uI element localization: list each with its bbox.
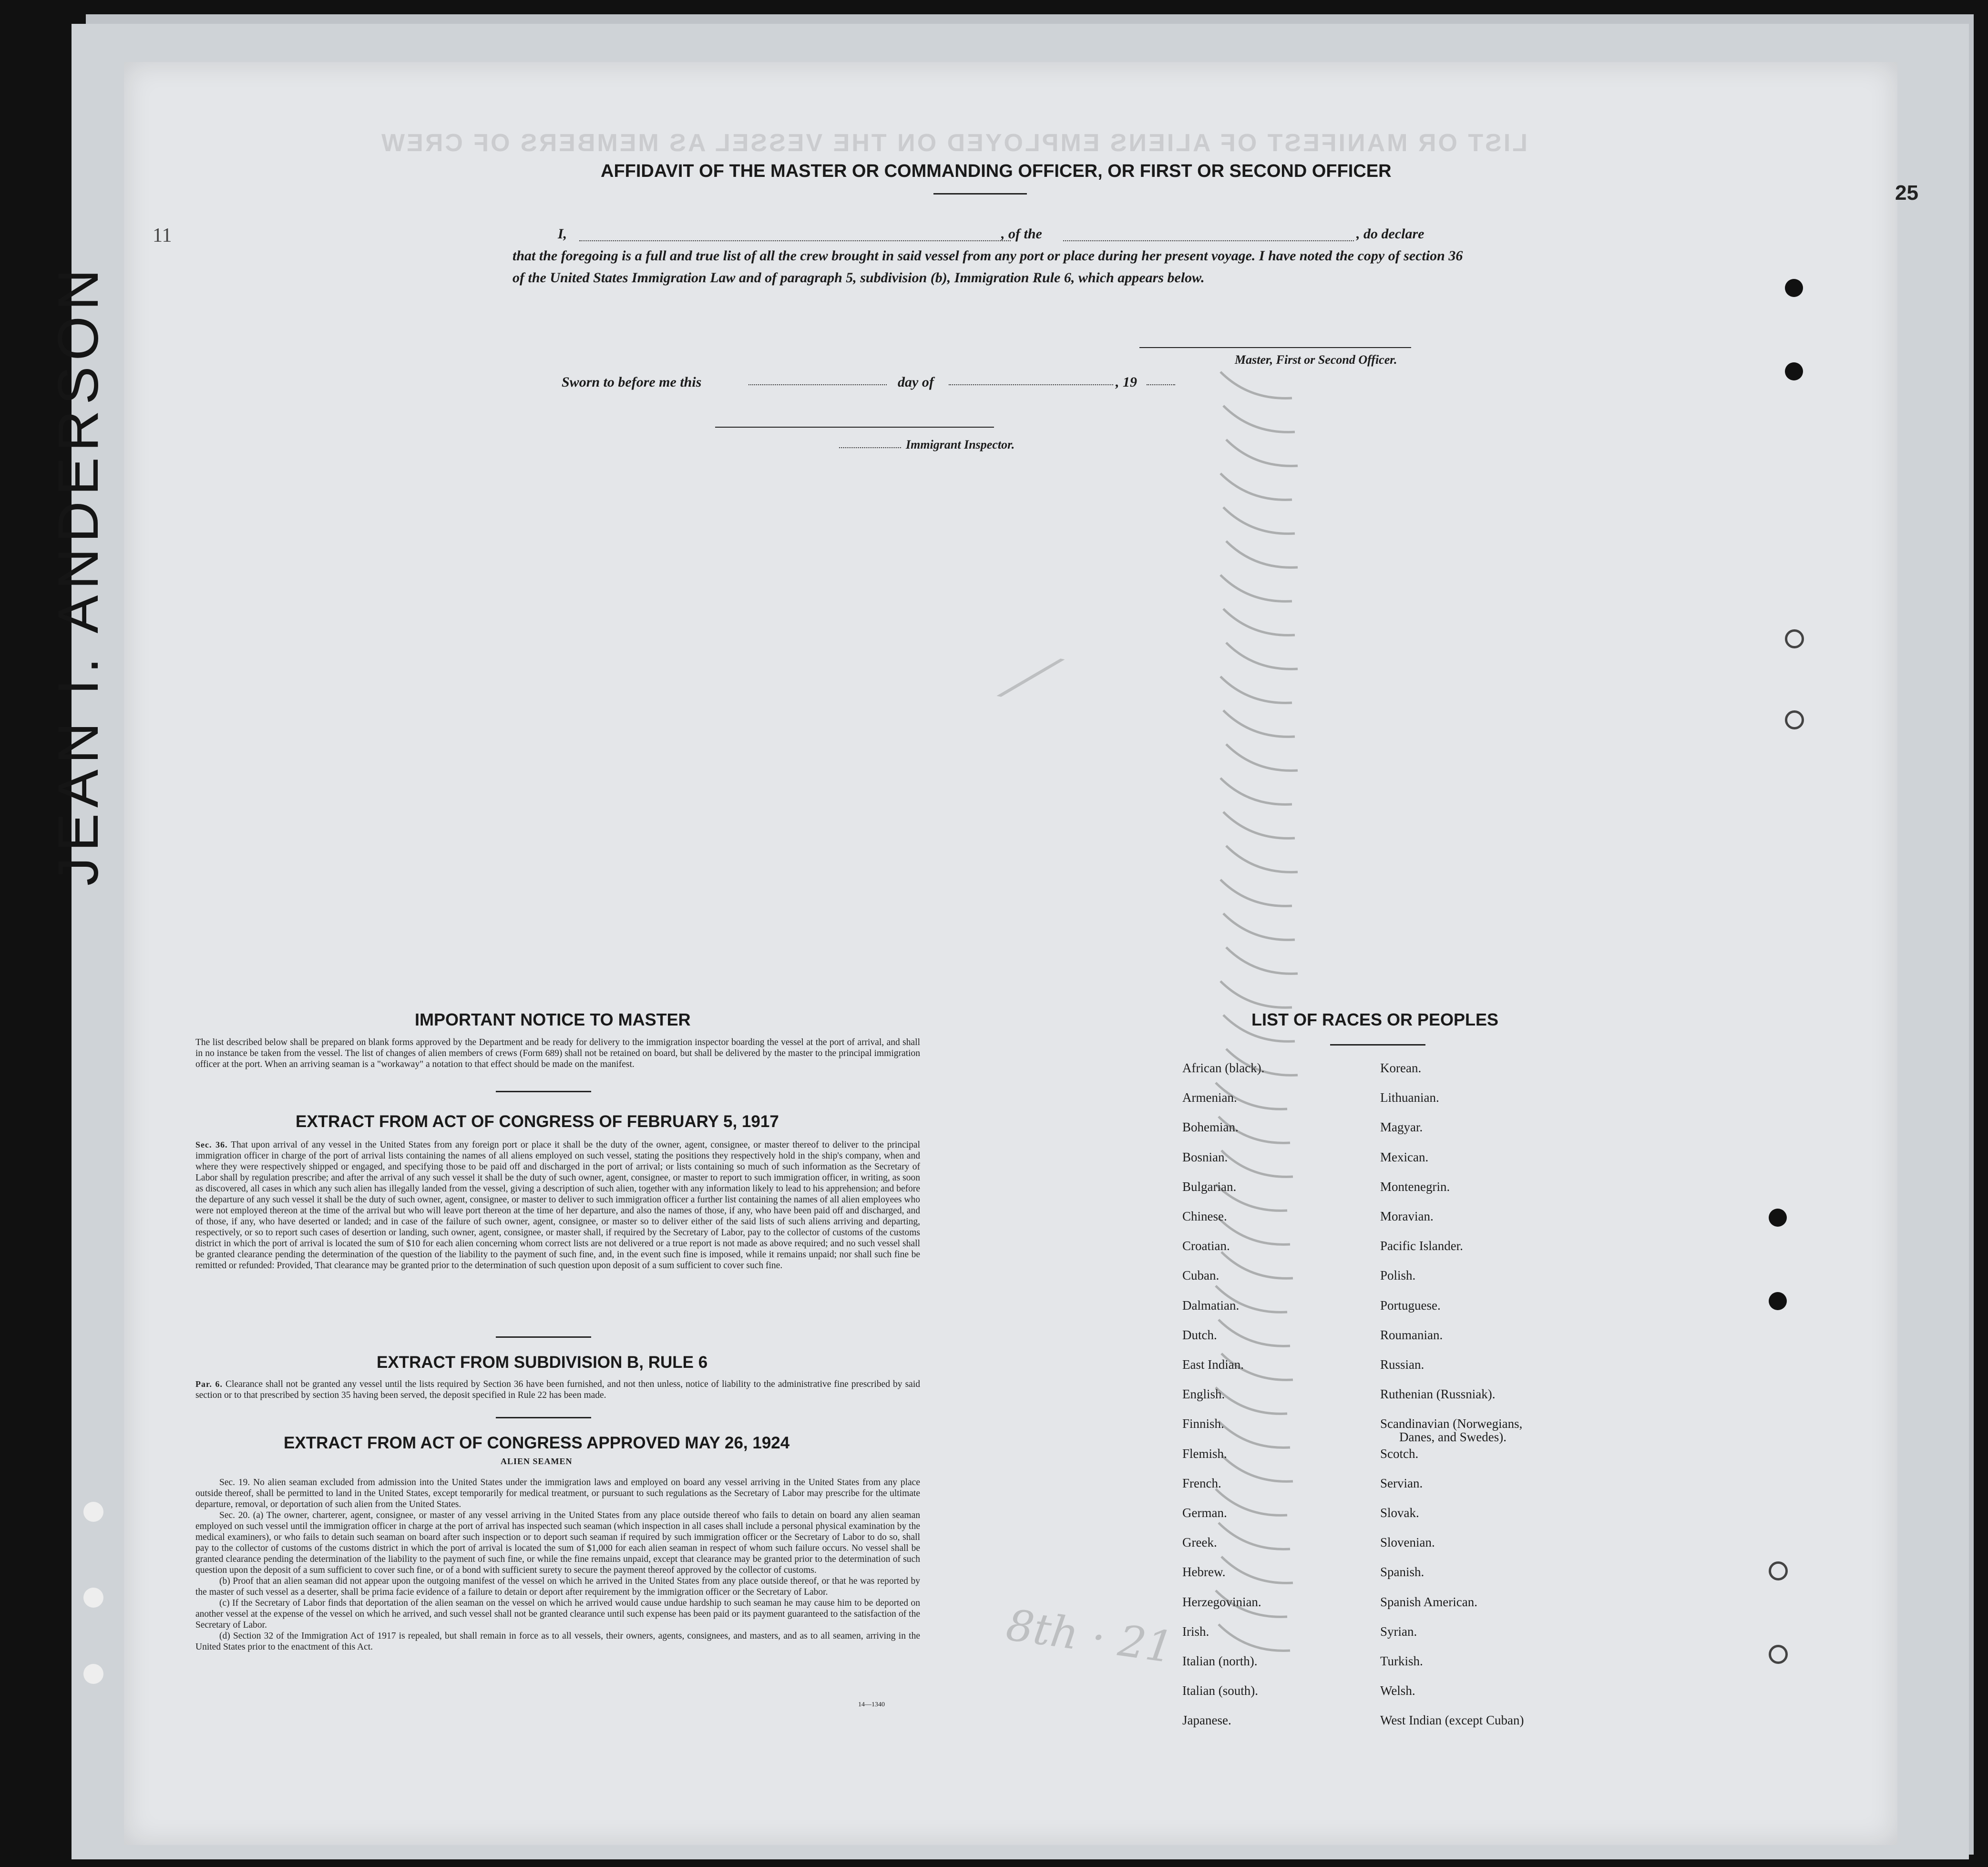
- race-item: Servian.: [1380, 1476, 1423, 1490]
- extract-1917-title: EXTRACT FROM ACT OF CONGRESS OF FEBRUARY 5, 1917: [296, 1112, 779, 1131]
- pencil-tick: [1223, 609, 1295, 635]
- race-item: Hebrew.: [1182, 1565, 1226, 1580]
- pencil-tick: [1223, 913, 1295, 940]
- pencil-tick: [1216, 1286, 1287, 1312]
- race-item: Armenian.: [1182, 1090, 1237, 1105]
- pencil-tick: [1223, 507, 1295, 533]
- handwritten-name: JEAN I. ANDERSON: [46, 263, 110, 886]
- pencil-tick: [1220, 778, 1292, 804]
- race-item: French.: [1182, 1476, 1221, 1490]
- race-item: Scotch.: [1380, 1446, 1419, 1461]
- pencil-tick: [1223, 710, 1295, 737]
- race-item: African (black).: [1182, 1061, 1265, 1075]
- pencil-tick: [1219, 1624, 1290, 1651]
- pencil-tick: [1219, 1421, 1290, 1447]
- pencil-tick: [1220, 575, 1292, 601]
- race-item: Roumanian.: [1380, 1327, 1443, 1342]
- race-item: Mexican.: [1380, 1149, 1429, 1164]
- race-item: Russian.: [1380, 1357, 1424, 1372]
- inspector-label: Immigrant Inspector.: [906, 438, 1015, 451]
- pencil-tick: [1226, 947, 1298, 974]
- race-item: Dutch.: [1182, 1327, 1217, 1342]
- race-item: Pacific Islander.: [1380, 1239, 1463, 1253]
- pencil-tick: [1226, 1049, 1298, 1075]
- pencil-tick: [1223, 1015, 1295, 1041]
- pencil-tick: [1226, 541, 1298, 567]
- race-item: Chinese.: [1182, 1209, 1227, 1223]
- extract-1917-text: That upon arrival of any vessel in the United States from any foreign port or place it shall be the duty of the owner, agent, consignee, or master thereof to deliver to the principal immigration officer in charge of the port of arrival lists containing the names of all aliens employed on such vessel, stating the positions they respectively hold in the ship's company, when and where they were respectively shipped or engaged, and specifying those to be paid off and discharged in the port of arrival; or lists containing so much of such information as the Secretary of Labor shall by regulation prescribe; and after the arrival of any such vessel it shall be the duty of such owner, agent, consignee, or master to report to such immigration officer, in writing, as soon as discovered, all cases in which any such alien has illegally landed from the vessel, giving a description of such alien, together with any information likely to lead to his apprehension; and before the departure of any such vessel it shall be the duty of such owner, agent, consignee, or master to deliver to such immigration officer a further list containing the names of all alien employees who were not employed thereon at the time of the arrival but who will leave port thereon at the time of her departure, and also the names of those, if any, who have been paid off and discharged, and of those, if any, who have deserted or landed; and in case of the failure of such owner, agent, consignee, or master so to deliver either of the said lists of such aliens arriving and departing, respectively, or so to report such cases of desertion or landing, such owner, agent, consignee, or master shall, if required by the Secretary of Labor, pay to the collector of customs of the customs district in which the port of arrival is located the sum of $10 for each alien concerning whom correct lists are not delivered or a true report is not made as above required; and no such vessel shall be granted clearance pending the determination of the question of the liability to the payment of such fine, and, in the event such fine is imposed, while it remains unpaid; nor shall such fine be remitted or refunded: Provided, That clearance may be granted prior to the determination of such question upon deposit of a sum sufficient to cover such fine.: [195, 1140, 920, 1271]
- races-title: LIST OF RACES OR PEOPLES: [1251, 1010, 1499, 1029]
- race-item: Magyar.: [1380, 1120, 1423, 1135]
- affidavit-of-the: , of the: [1001, 226, 1042, 242]
- form-number: 14—1340: [858, 1701, 885, 1708]
- sec20d-text: (d) Section 32 of the Immigration Act of 1917 is repealed, but shall remain in force as to all vessels, their owners, agents, consignees, and masters, and as to all seamen, arriving in the United States prior to the enactment of this Act.: [195, 1631, 920, 1652]
- pencil-tick: [1219, 1218, 1290, 1244]
- day-of-label: day of: [898, 374, 934, 390]
- race-item: English.: [1182, 1387, 1225, 1402]
- affidavit-i: I,: [558, 226, 567, 242]
- sec19-text: Sec. 19. No alien seaman excluded from admission into the United States under the immigration laws and employed on board any vessel arriving in the United States from any place outside thereof, shall be permitted to land in the United States, except temporarily for medical treatment, or pursuant to such regulations as the Secretary of Labor may prescribe for the ultimate departure, removal, or deportation of such alien from the United States.: [195, 1477, 920, 1509]
- race-item: Scandinavian (Norwegians,: [1380, 1416, 1523, 1431]
- race-item: East Indian.: [1182, 1357, 1244, 1372]
- pencil-tick: [1220, 473, 1292, 500]
- race-item: Bulgarian.: [1182, 1179, 1237, 1194]
- race-item: Irish.: [1182, 1624, 1209, 1639]
- sworn-label: Sworn to before me this: [562, 374, 702, 390]
- race-item: Slovenian.: [1380, 1535, 1435, 1550]
- extract-rule6-section: Par. 6.: [195, 1379, 223, 1389]
- pencil-tick: [1221, 1455, 1293, 1481]
- race-item: Finnish.: [1182, 1416, 1224, 1431]
- margin-number: 11: [153, 225, 172, 246]
- race-item: German.: [1182, 1506, 1227, 1520]
- pencil-tick: [1223, 812, 1295, 838]
- race-item: Lithuanian.: [1380, 1090, 1439, 1105]
- pencil-tick: [1216, 1489, 1287, 1515]
- race-item: Bosnian.: [1182, 1149, 1228, 1164]
- race-item: Dalmatian.: [1182, 1298, 1240, 1313]
- pencil-tick: [1226, 846, 1298, 872]
- affidavit-title: AFFIDAVIT OF THE MASTER OR COMMANDING OFFICER, OR FIRST OR SECOND OFFICER: [601, 161, 1392, 181]
- race-item: Croatian.: [1182, 1239, 1230, 1253]
- affidavit-text: that the foregoing is a full and true list of all the crew brought in said vessel from any port or place during her present voyage. I have noted the copy of section 36 of the United States Immigration Law and of paragraph 5, subdivision (b), Immigration Rule 6, which appears below.: [512, 248, 1463, 286]
- extract-rule6-text: Clearance shall not be granted any vessel until the lists required by Section 36 have been furnished, and not then unless, notice of liability to the administrative fine prescribed by said section or to that prescribed by section 35 having been served, the deposit specified in Rule 22 has been made.: [195, 1379, 920, 1400]
- race-item: Herzegovinian.: [1182, 1594, 1261, 1609]
- pencil-tick: [1220, 880, 1292, 906]
- pencil-annotation-left: ⟋: [994, 635, 1055, 721]
- page-number: 25: [1895, 181, 1918, 205]
- race-item: Flemish.: [1182, 1446, 1227, 1461]
- pencil-tick: [1221, 1557, 1293, 1583]
- pencil-tick: [1221, 1252, 1293, 1278]
- signature-label: Master, First or Second Officer.: [1235, 353, 1397, 367]
- affidavit-declare: , do declare: [1356, 226, 1424, 242]
- race-item: Spanish American.: [1380, 1594, 1477, 1609]
- race-item: Italian (south).: [1182, 1683, 1258, 1698]
- pencil-tick: [1220, 981, 1292, 1007]
- race-item: Spanish.: [1380, 1565, 1424, 1580]
- pencil-tick: [1216, 1184, 1287, 1210]
- notice-body: The list described below shall be prepared on blank forms approved by the Department and be ready for delivery to the immigration inspector boarding the vessel at the port of arrival, and shall in no instance be taken from the vessel. The list of changes of alien members of crews (Form 689) shall not be retained on board, but shall be delivered by the master to the principal immigration officer at the port. When an arriving seaman is a "workaway" a notation to that effect should be made on the manifest.: [195, 1037, 920, 1069]
- race-item: Korean.: [1380, 1061, 1422, 1075]
- extract-1924-subtitle: ALIEN SEAMEN: [501, 1457, 573, 1466]
- pencil-tick: [1219, 1320, 1290, 1346]
- race-item: Japanese.: [1182, 1713, 1231, 1728]
- race-item: Portuguese.: [1380, 1298, 1441, 1313]
- pencil-tick: [1226, 440, 1298, 466]
- race-item: Italian (north).: [1182, 1654, 1258, 1668]
- race-item: Slovak.: [1380, 1506, 1419, 1520]
- extract-1917-section: Sec. 36.: [195, 1140, 228, 1149]
- race-item: Danes, and Swedes).: [1399, 1430, 1506, 1445]
- pencil-tick: [1221, 1354, 1293, 1380]
- race-item: Greek.: [1182, 1535, 1217, 1550]
- race-item: Cuban.: [1182, 1268, 1219, 1283]
- pencil-tick: [1221, 1150, 1293, 1177]
- pencil-tick: [1216, 1387, 1287, 1414]
- extract-rule6-title: EXTRACT FROM SUBDIVISION B, RULE 6: [377, 1353, 708, 1372]
- race-item: Turkish.: [1380, 1654, 1423, 1668]
- pencil-tick: [1219, 1117, 1290, 1143]
- year-label: , 19: [1116, 374, 1137, 390]
- notice-title: IMPORTANT NOTICE TO MASTER: [415, 1010, 691, 1029]
- extract-1924-title: EXTRACT FROM ACT OF CONGRESS APPROVED MAY 26, 1924: [284, 1434, 790, 1452]
- pencil-tick: [1220, 677, 1292, 703]
- race-item: West Indian (except Cuban): [1380, 1713, 1524, 1728]
- race-item: Syrian.: [1380, 1624, 1417, 1639]
- race-item: Moravian.: [1380, 1209, 1434, 1223]
- race-item: Montenegrin.: [1380, 1179, 1450, 1194]
- pencil-tick: [1216, 1083, 1287, 1109]
- pencil-tick: [1220, 372, 1292, 398]
- pencil-tick: [1223, 406, 1295, 432]
- pencil-annotation: 8th · 21: [1003, 1600, 1177, 1673]
- race-item: Bohemian.: [1182, 1120, 1239, 1135]
- sec20c-text: (c) If the Secretary of Labor finds that deportation of the alien seaman on the vessel on which he arrived would cause undue hardship to such seaman he may cause him to be deported on another vessel at the expense of the vessel on which he arrived, and such vessel shall not be granted clearance until such expense has been paid or its payment guaranteed to the satisfaction of the Secretary of Labor.: [195, 1598, 920, 1630]
- race-item: Welsh.: [1380, 1683, 1415, 1698]
- sec20b-text: (b) Proof that an alien seaman did not appear upon the outgoing manifest of the vessel on which he arrived in the United States from any place outside thereof, or that he was reported by the master of such vessel as a deserter, shall be prima facie evidence of a failure to detain or deport after requirement by the immigration officer or the Secretary of Labor.: [195, 1576, 920, 1597]
- bleed-through-text: LIST OR MANIFEST OF ALIENS EMPLOYED ON THE VESSEL AS MEMBERS OF CREW: [379, 129, 1527, 157]
- race-item: Polish.: [1380, 1268, 1416, 1283]
- pencil-tick: [1226, 744, 1298, 770]
- sec20a-text: Sec. 20. (a) The owner, charterer, agent, consignee, or master of any vessel arriving in the United States from any place outside thereof who fails to detain on board any alien seaman employed on such vessel until the immigration officer in charge at the port of arrival has inspected such seaman (which inspection in all cases shall include a personal physical examination by the medical examiners), or who fails to detain such seaman on board after such inspection or to deport such seaman if required by such immigration officer or the Secretary of Labor to do so, shall pay to the collector of customs of the customs district in which the port of arrival is located the sum of $1,000 for each alien seaman in respect of whom such failure occurs. No vessel shall be granted clearance pending the determination of the liability to the payment of such fine, or while the fine remains unpaid, except that clearance may be granted prior to the determination of such question upon the deposit of a sum sufficient to cover such fine, or of a bond with sufficient surety to secure the payment thereof approved by the collector of customs.: [195, 1510, 920, 1575]
- pencil-tick: [1226, 643, 1298, 669]
- pencil-tick: [1219, 1523, 1290, 1549]
- race-item: Ruthenian (Russniak).: [1380, 1387, 1496, 1402]
- pencil-tick: [1216, 1590, 1287, 1617]
